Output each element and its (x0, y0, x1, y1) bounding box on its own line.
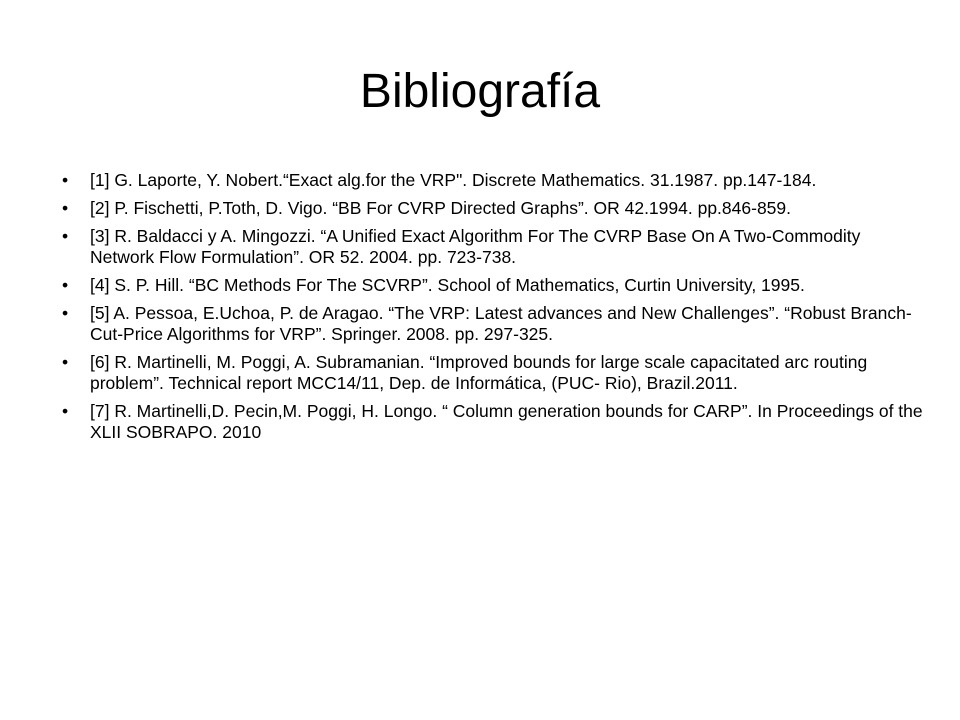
reference-item (62, 226, 924, 268)
bullet-icon: • (62, 303, 69, 323)
reference-list (62, 170, 924, 450)
reference-text: [6] R. Martinelli, M. Poggi, A. Subramanian. “Improved bounds for large scale capacitated arc routing problem”. Technical report MCC14/11, Dep. de Informática, (PUC- Rio), Brazil.2011. (90, 352, 868, 393)
reference-item (62, 401, 924, 443)
reference-item (62, 198, 924, 219)
bullet-icon: • (62, 275, 69, 295)
reference-text: [3] R. Baldacci y A. Mingozzi. “A Unified Exact Algorithm For The CVRP Base On A Two-Commodity Network Flow Formulation”. OR 52. 2004. pp. 723-738. (90, 226, 861, 267)
bullet-icon: • (62, 226, 69, 246)
reference-text: [5] A. Pessoa, E.Uchoa, P. de Aragao. “The VRP: Latest advances and New Challenges”. “Robust Branch-Cut-Price Algorithms for VRP”. Springer. 2008. pp. 297-325. (90, 303, 912, 344)
bullet-icon: • (62, 401, 69, 421)
slide-title: Bibliografía (359, 65, 601, 118)
reference-text: [1] G. Laporte, Y. Nobert.“Exact alg.for the VRP". Discrete Mathematics. 31.1987. pp.147-184. (90, 170, 817, 190)
reference-item (62, 352, 924, 394)
reference-item (62, 170, 924, 191)
reference-item (62, 275, 924, 296)
bullet-icon: • (62, 198, 69, 218)
reference-text: [4] S. P. Hill. “BC Methods For The SCVRP”. School of Mathematics, Curtin University, 1995. (90, 275, 805, 295)
bullet-icon: • (62, 352, 69, 372)
reference-text: [2] P. Fischetti, P.Toth, D. Vigo. “BB For CVRP Directed Graphs”. OR 42.1994. pp.846-859. (90, 198, 791, 218)
reference-text: [7] R. Martinelli,D. Pecin,M. Poggi, H. Longo. “ Column generation bounds for CARP”. In Proceedings of the XLII SOBRAPO. 2010 (90, 401, 923, 442)
reference-item (62, 303, 924, 345)
bullet-icon: • (62, 170, 69, 190)
